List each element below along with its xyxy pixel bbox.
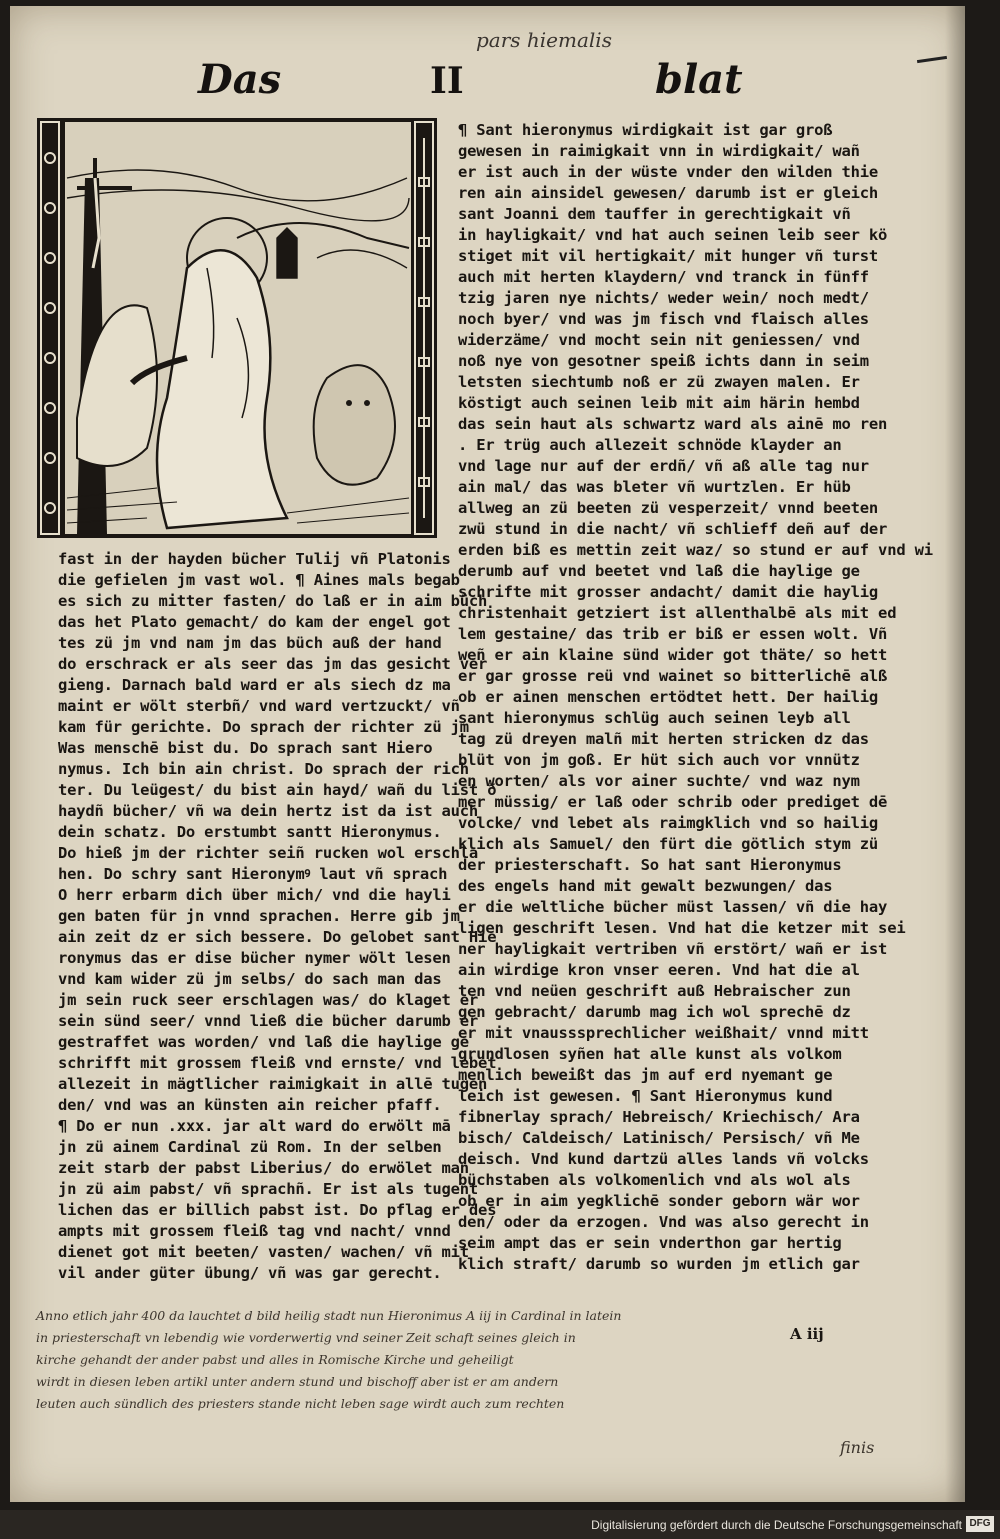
text-line: lem gestaine/ das trib er biß er essen wolt. Vñ (458, 625, 888, 643)
text-line: das het Plato gemacht/ do kam der engel got (58, 613, 451, 631)
text-line: ren ain ainsidel gewesen/ darumb ist er gleich (458, 184, 879, 202)
text-line: jm sein ruck seer erschlagen was/ do klaget er (58, 991, 479, 1009)
text-line: allezeit in mägtlicher raimigkait in allē tugen (58, 1075, 488, 1093)
dfg-logo: DFG (966, 1516, 994, 1532)
text-line: ten vnd neüen geschrift auß Hebraischer zun (458, 982, 851, 1000)
text-line: ampts mit grossem fleiß tag vnd nacht/ vnnd (58, 1222, 451, 1240)
funding-credit: Digitalisierung gefördert durch die Deutsche Forschungsgemeinschaft (591, 1518, 962, 1532)
text-line: in hayligkait/ vnd hat auch seinen leib seer kö (458, 226, 888, 244)
text-line: sein sünd seer/ vnnd ließ die bücher darumb er (58, 1012, 479, 1030)
text-line: sant hieronymus schlüg auch seinen leyb all (458, 709, 851, 727)
text-line: christenhait getziert ist allenthalbē als mit ed (458, 604, 897, 622)
text-line: zwü stund in die nacht/ vñ schlieff deñ auf der (458, 520, 888, 538)
text-line: es sich zu mitter fasten/ do laß er in aim büch (58, 592, 488, 610)
text-line: haydñ bücher/ vñ wa dein hertz ist da ist auch (58, 802, 479, 820)
text-line: er die weltliche bücher müst lassen/ vñ die hay (458, 898, 888, 916)
text-line: do erschrack er als seer das jm das gesicht ver (58, 655, 488, 673)
text-line: derumb auf vnd beetet vnd laß die haylige ge (458, 562, 860, 580)
text-line: auch mit herten klaydern/ vnd tranck in fünff (458, 268, 869, 286)
text-line: vnd lage nur auf der erdñ/ vñ aß alle tag nur (458, 457, 869, 475)
woodcut-saint-jerome-icon (37, 118, 437, 538)
text-line: schrifte mit grosser andacht/ damit die haylig (458, 583, 879, 601)
text-column-right (458, 120, 933, 1275)
text-line: kam für gerichte. Do sprach der richter zü jm (58, 718, 469, 736)
text-line: . Er trüg auch allezeit schnöde klayder an (458, 436, 842, 454)
text-line: büchstaben als volkomenlich vnd als wol als (458, 1171, 851, 1189)
running-head-left: Das (198, 56, 282, 103)
footer-bar (0, 1510, 1000, 1539)
text-line: ligen geschrift lesen. Vnd hat die ketzer mit sei (458, 919, 906, 937)
text-line: das sein haut als schwartz ward als ainē mo ren (458, 415, 888, 433)
text-line: vnd kam wider zü jm selbs/ do sach man das (58, 970, 442, 988)
text-line: den/ vnd was an künsten ain reicher pfaff. (58, 1096, 442, 1114)
text-line: jn zü aim pabst/ vñ sprachñ. Er ist als tugent (58, 1180, 479, 1198)
text-line: en worten/ als vor ainer suchte/ vnd waz nym (458, 772, 860, 790)
text-line: gen baten für jn vnnd sprachen. Herre gib jm (58, 907, 460, 925)
folio-number: II (430, 60, 464, 102)
text-line: ¶ Sant hieronymus wirdigkait ist gar groß (458, 121, 833, 139)
text-line: blüt von jm goß. Er hüt sich auch vor vnnütz (458, 751, 860, 769)
text-line: schrifft mit grossem fleiß vnd ernste/ vnd lebet (58, 1054, 497, 1072)
handwritten-annotation (36, 1305, 936, 1415)
text-line: des engels hand mit gewalt bezwungen/ das (458, 877, 833, 895)
text-line: tzig jaren nye nichts/ weder wein/ noch medt/ (458, 289, 869, 307)
text-line: seim ampt das er sein vnderthon gar hertig (458, 1234, 842, 1252)
text-line: mer müssig/ er laß oder schrib oder prediget dē (458, 793, 888, 811)
text-line: widerzäme/ vnd mocht sein nit geniessen/ vnd (458, 331, 860, 349)
text-line: tes zü jm vnd nam jm das büch auß der hand (58, 634, 442, 652)
text-line: ner hayligkait vertriben vñ erstört/ wañ er ist (458, 940, 888, 958)
text-line: hen. Do schry sant Hieronymꝰ laut vñ sprach (58, 865, 448, 883)
text-line: gestraffet was worden/ vnd laß die haylige ge (58, 1033, 469, 1051)
text-line: ronymus das er dise bücher nymer wölt lesen (58, 949, 451, 967)
text-line: Do hieß jm der richter seiñ rucken wol erschla (58, 844, 479, 862)
text-line: noch byer/ vnd was jm fisch vnd flaisch alles (458, 310, 869, 328)
text-line: allweg an zü beeten zü vesperzeit/ vnnd beeten (458, 499, 879, 517)
handwritten-sign: finis (840, 1438, 875, 1457)
text-line: fast in der hayden bücher Tulij vñ Platonis (58, 550, 451, 568)
text-line: den/ oder da erzogen. Vnd was also gerecht in (458, 1213, 869, 1231)
text-line: gewesen in raimigkait vnn in wirdigkait/ wañ (458, 142, 860, 160)
signature-mark: A iij (790, 1325, 824, 1343)
text-line: stiget mit vil hertigkait/ mit hunger vñ turst (458, 247, 879, 265)
text-line: lichen das er billich pabst ist. Do pflag er des (58, 1201, 497, 1219)
handwritten-line: Anno etlich jahr 400 da lauchtet d bild heilig stadt nun Hieronimus A iij in Cardinal in latein (36, 1308, 622, 1323)
text-line: erden biß es mettin zeit waz/ so stund er auf vnd wi (458, 541, 933, 559)
text-line: fibnerlay sprach/ Hebreisch/ Kriechisch/ Ara (458, 1108, 860, 1126)
text-line: maint er wölt sterbñ/ vnd ward vertzuckt/ vñ (58, 697, 460, 715)
text-line: letsten siechtumb noß er zü zwayen malen. Er (458, 373, 860, 391)
text-line: ain zeit dz er sich bessere. Do gelobet sant Hie (58, 928, 497, 946)
marginal-note-top: pars hiemalis (476, 28, 612, 52)
text-line: volcke/ vnd lebet als raimgklich vnd so hailig (458, 814, 879, 832)
text-line: ob er ainen menschen ertödtet hett. Der hailig (458, 688, 879, 706)
text-line: gieng. Darnach bald ward er als siech dz ma (58, 676, 451, 694)
text-line: jn zü ainem Cardinal zü Rom. In der selben (58, 1138, 442, 1156)
text-line: ain mal/ das was bleter vñ wurtzlen. Er hüb (458, 478, 851, 496)
text-line: ain wirdige kron vnser eeren. Vnd hat die al (458, 961, 860, 979)
handwritten-line: in priesterschaft vn lebendig wie vorderwertig vnd seiner Zeit schaft seines gleich in (36, 1330, 576, 1345)
text-line: gen gebracht/ darumb mag ich wol sprechē dz (458, 1003, 851, 1021)
text-line: dein schatz. Do erstumbt santt Hieronymus. (58, 823, 442, 841)
text-line: weñ er ain klaine sünd wider got thäte/ so hett (458, 646, 888, 664)
text-line: leich ist gewesen. ¶ Sant Hieronymus kund (458, 1087, 833, 1105)
handwritten-line: wirdt in diesen leben artikl unter andern stund und bischoff aber ist er am andern (36, 1374, 559, 1389)
text-line: O herr erbarm dich über mich/ vnd die hayli (58, 886, 451, 904)
handwritten-line: leuten auch sündlich des priesters stande nicht leben sage wirdt auch zum rechten (36, 1396, 565, 1411)
text-line: die gefielen jm vast wol. ¶ Aines mals begab (58, 571, 460, 589)
text-line: nymus. Ich bin ain christ. Do sprach der rich (58, 760, 469, 778)
text-line: dienet got mit beeten/ vasten/ wachen/ vñ mit (58, 1243, 469, 1261)
text-line: bisch/ Caldeisch/ Latinisch/ Persisch/ vñ Me (458, 1129, 860, 1147)
text-line: sant Joanni dem tauffer in gerechtigkait vñ (458, 205, 851, 223)
text-line: deisch. Vnd kund dartzü alles lands vñ volcks (458, 1150, 869, 1168)
text-line: ter. Du leügest/ du bist ain hayd/ wañ du list ð (58, 781, 497, 799)
running-head-right: blat (655, 56, 743, 103)
text-line: köstigt auch seinen leib mit aim härin hembd (458, 394, 860, 412)
text-line: grundlosen syñen hat alle kunst als volkom (458, 1045, 842, 1063)
text-line: er mit vnausssprechlicher weißhait/ vnnd mitt (458, 1024, 869, 1042)
text-line: ¶ Do er nun .xxx. jar alt ward do erwölt mā (58, 1117, 451, 1135)
handwritten-line: kirche gehandt der ander pabst und alles in Romische Kirche und geheiligt (36, 1352, 514, 1367)
page-edge-shadow (945, 6, 965, 1502)
text-line: klich als Samuel/ den fürt die götlich stym zü (458, 835, 879, 853)
text-line: noß nye von gesotner speiß ichts dann in seim (458, 352, 869, 370)
text-line: menlich beweißt das jm auf erd nyemant ge (458, 1066, 833, 1084)
text-line: ob er in aim yegklichē sonder geborn wär wor (458, 1192, 860, 1210)
text-line: vil ander güter übung/ vñ was gar gerecht. (58, 1264, 442, 1282)
text-line: er gar grosse reü vnd wainet so bitterlichē alß (458, 667, 888, 685)
text-line: der priesterschaft. So hat sant Hieronymus (458, 856, 842, 874)
text-line: klich straft/ darumb so wurden jm etlich gar (458, 1255, 860, 1273)
text-line: tag zü dreyen malñ mit herten stricken dz das (458, 730, 869, 748)
text-column-left (58, 549, 497, 1284)
text-line: Was menschē bist du. Do sprach sant Hiero (58, 739, 433, 757)
text-line: zeit starb der pabst Liberius/ do erwölet man (58, 1159, 469, 1177)
text-line: er ist auch in der wüste vnder den wilden thie (458, 163, 879, 181)
